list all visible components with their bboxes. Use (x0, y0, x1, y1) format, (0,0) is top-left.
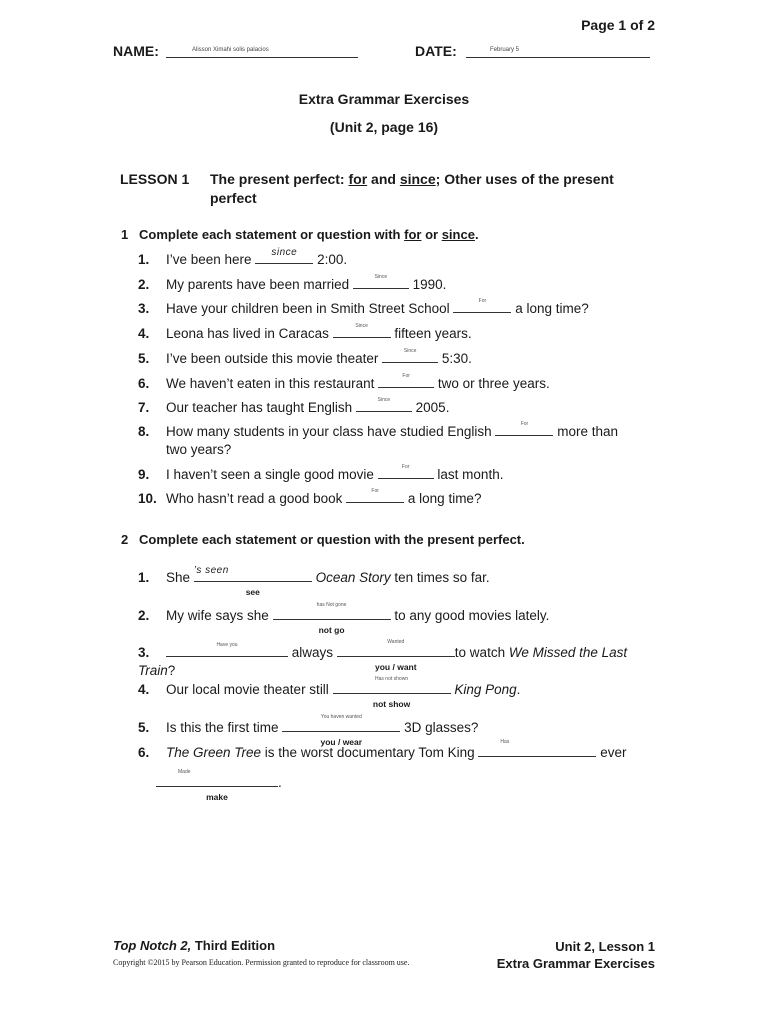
ex1-item-7: 7. Our teacher has taught English Since 2005. (138, 397, 450, 415)
answer-blank[interactable]: Has not shown not show (333, 680, 451, 694)
name-value: Alisson Ximahi solis palacios (192, 47, 269, 53)
ex1-item-8: 8. How many students in your class have studied English For more than two years? (138, 421, 618, 457)
name-label: NAME: (113, 43, 159, 59)
exercise-2-instructions: 2 Complete each statement or question with the present perfect. (121, 532, 525, 547)
footer-unit-info (497, 938, 655, 972)
answer-blank[interactable]: Since (333, 324, 391, 338)
answer-blank[interactable]: For (495, 422, 553, 436)
answer-blank[interactable]: Wanted you / want (337, 643, 455, 657)
footer-unit: Unit 2, Lesson 1 (555, 939, 655, 954)
lesson-number: LESSON 1 (120, 171, 190, 187)
answer-blank[interactable]: For (378, 465, 434, 479)
ex2-item-6-continued: Made make . (156, 773, 676, 792)
ex2-item-1: 1. She ’s seen see Ocean Story ten times so far. (138, 565, 490, 597)
ex1-item-3: 3. Have your children been in Smith Street School For a long time? (138, 298, 589, 316)
exercise-1-instructions: 1 Complete each statement or question with for or since. (121, 227, 479, 242)
answer-blank[interactable]: For (378, 374, 434, 388)
footer-section: Extra Grammar Exercises (496, 956, 655, 971)
ex1-item-9: 9. I haven’t seen a single good movie For last month. (138, 464, 504, 482)
answer-blank[interactable]: Have you (166, 643, 288, 657)
ex2-item-5: 5. Is this the first time You haven wanted you / wear 3D glasses? (138, 714, 479, 747)
answer-blank[interactable]: Since (353, 275, 409, 289)
ex1-item-4: 4. Leona has lived in Caracas Since fifteen years. (138, 323, 472, 341)
ex1-item-10: 10. Who hasn’t read a good book For a long time? (138, 488, 482, 506)
page-subtitle: (Unit 2, page 16) (329, 119, 439, 135)
footer-book-title: Top Notch 2, Third Edition (113, 938, 276, 953)
answer-blank[interactable]: Since (382, 349, 438, 363)
ex2-item-4: 4. Our local movie theater still Has not shown not show King Pong. (138, 676, 521, 709)
answer-blank[interactable]: For (453, 299, 511, 313)
footer-copyright: Copyright ©2015 by Pearson Education. Permission granted to reproduce for classroom use. (113, 958, 410, 967)
answer-blank[interactable]: since (255, 250, 313, 264)
ex2-item-6: 6. The Green Tree is the worst documentary Tom King Has ever (138, 739, 627, 760)
answer-blank[interactable]: has Not gone not go (273, 606, 391, 620)
ex2-item-2: 2. My wife says she has Not gone not go to any good movies lately. (138, 602, 550, 635)
answer-blank[interactable]: ’s seen see (194, 568, 312, 582)
page-number: Page 1 of 2 (581, 17, 655, 33)
ex1-item-5: 5. I’ve been outside this movie theater Since 5:30. (138, 348, 472, 366)
lesson-title: The present perfect: for and since; Other uses of the present perfect (210, 171, 614, 206)
ex1-item-2: 2. My parents have been married Since 1990. (138, 274, 447, 292)
answer-blank[interactable]: Has (478, 743, 596, 757)
ex1-item-6: 6. We haven’t eaten in this restaurant For two or three years. (138, 373, 550, 391)
date-value: February 5 (490, 47, 520, 53)
lesson-heading (120, 170, 640, 210)
name-field[interactable] (166, 43, 358, 58)
answer-blank[interactable]: Made make (156, 773, 278, 787)
date-label: DATE: (415, 43, 457, 59)
ex1-item-1: 1. I’ve been here since 2:00. (138, 247, 348, 267)
date-field[interactable] (466, 43, 650, 58)
ex2-item-3: 3. Have you always Wanted you / want to watch We Missed the Last Train? (138, 639, 628, 678)
page-title: Extra Grammar Exercises (298, 91, 470, 107)
answer-blank[interactable]: For (346, 489, 404, 503)
answer-blank[interactable]: You haven wanted you / wear (282, 718, 400, 732)
answer-blank[interactable]: Since (356, 398, 412, 412)
